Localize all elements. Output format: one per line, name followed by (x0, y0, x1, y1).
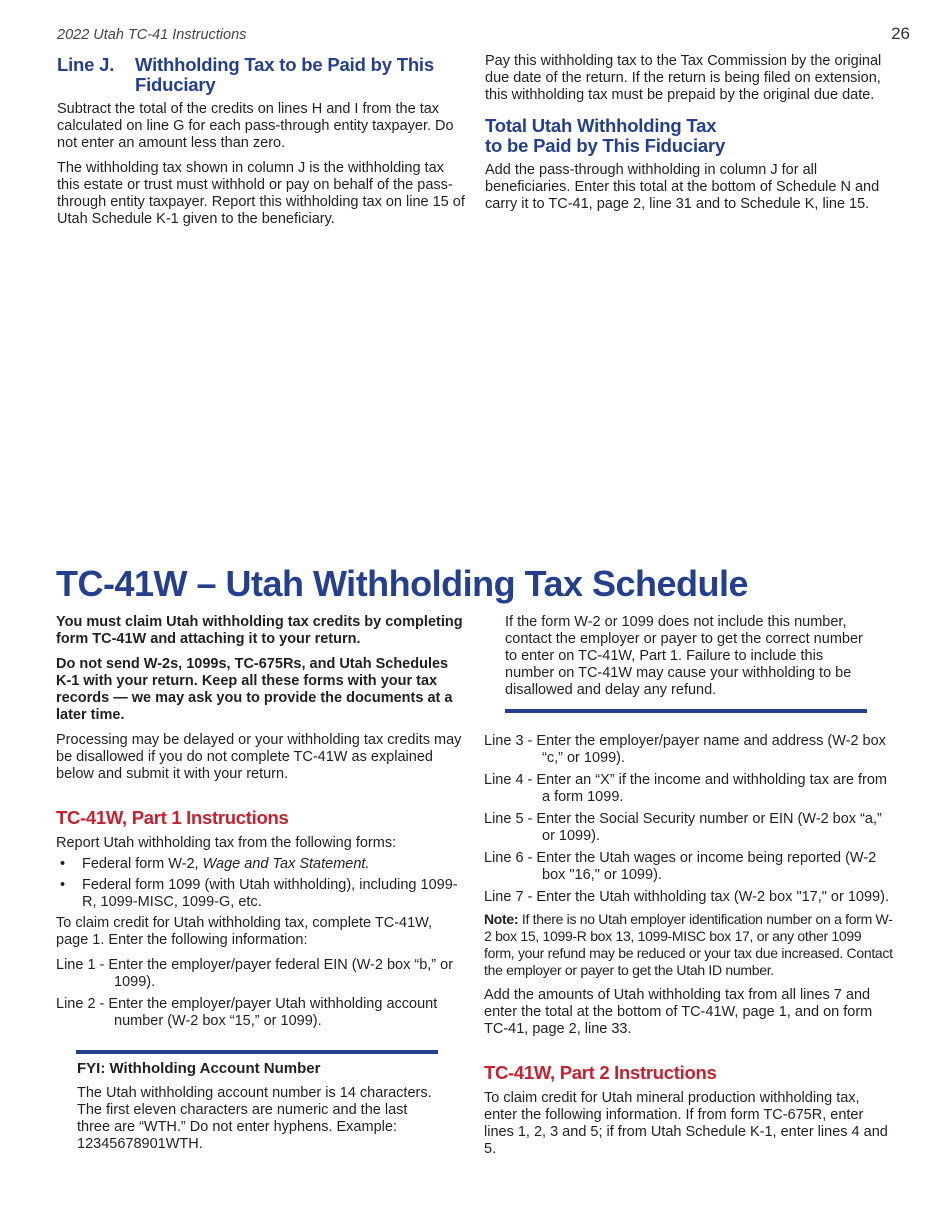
line-j-paragraph-2: The withholding tax shown in column J is the withholding tax this estate or trust must withhold or pay on behalf of the pass-through entity taxpayer. Report this withholding tax on line 15 of Utah Schedule K-1 given to the beneficiary. (57, 160, 465, 227)
total-withholding-section (485, 53, 895, 221)
line-1-instruction: Line 1 - Enter the employer/payer federal EIN (W-2 box “b,” or 1099). (56, 957, 454, 990)
note-text: If there is no Utah employer identification number on a form W-2 box 15, 1099-R box 13, 1099-MISC box 17, or any other 1099 form, your refund may be reduced or your tax due increased. Contact the employer or payer to get the Utah ID number. (484, 911, 893, 978)
bullet2-text: Federal form 1099 (with Utah withholding), including 1099-R, 1099-MISC, 1099-G, etc. (82, 877, 458, 910)
total-heading-line-1: Total Utah Withholding Tax (485, 115, 717, 136)
part1-intro: Report Utah withholding tax from the following forms: (56, 835, 397, 851)
part2-paragraph: To claim credit for Utah mineral production withholding tax, enter the following information. If from form TC-675R, enter lines 1, 2, 3 and 5; if from Utah Schedule K-1, enter lines 4 and 5. (484, 1090, 888, 1157)
list-item (56, 856, 467, 873)
fyi-top-rule (76, 1050, 438, 1054)
list-item (56, 877, 467, 911)
part2-heading: TC-41W, Part 2 Instructions (484, 1062, 717, 1083)
claim-notice: You must claim Utah withholding tax credits by completing form TC-41W and attaching it to your return. (56, 614, 463, 647)
fyi-continuation-text: If the form W-2 or 1099 does not include this number, contact the employer or payer to get the correct number to enter on TC-41W, Part 1. Failure to include this number on TC-41W may cause your withholding to be disallowed and delay any refund. (505, 614, 863, 698)
right-column (484, 733, 895, 1166)
pay-paragraph: Pay this withholding tax to the Tax Commission by the original due date of the return. If the return is being filed on extension, this withholding tax must be prepaid by the original due date. (485, 53, 882, 103)
line-j-paragraph-1: Subtract the total of the credits on lines H and I from the tax calculated on line G for each pass-through entity taxpayer. Do not enter an amount less than zero. (57, 101, 454, 151)
line-2-instruction: Line 2 - Enter the employer/payer Utah withholding account number (W-2 box “15,” or 1099). (56, 996, 438, 1029)
part1-heading: TC-41W, Part 1 Instructions (56, 807, 289, 828)
line-3-instruction: Line 3 - Enter the employer/payer name and address (W-2 box “c,” or 1099). (484, 733, 886, 766)
bullet1-prefix: Federal form W-2, (82, 856, 203, 872)
line-6-instruction: Line 6 - Enter the Utah wages or income being reported (W-2 box "16," or 1099). (484, 850, 877, 883)
fyi-bottom-rule (505, 709, 867, 713)
line-j-heading (57, 55, 467, 95)
total-paragraph: Add the pass-through withholding in column J for all beneficiaries. Enter this total at the bottom of Schedule N and carry it to TC-41, page 2, line 31 and to Schedule K, line 15. (485, 162, 880, 212)
total-withholding-heading (485, 116, 895, 156)
line-j-title-1: Withholding Tax to be Paid by This (135, 54, 434, 75)
bullet1-italic: Wage and Tax Statement. (202, 856, 370, 872)
fyi-title: FYI: Withholding Account Number (77, 1060, 321, 1077)
line-j-section (57, 55, 467, 236)
total-heading-line-2: to be Paid by This Fiduciary (485, 135, 726, 156)
fyi-text: The Utah withholding account number is 14 characters. The first eleven characters are numeric and the last three are “WTH.” Do not enter hyphens. Example: 12345678901WTH. (77, 1085, 432, 1152)
left-column (56, 614, 467, 1035)
processing-paragraph: Processing may be delayed or your withholding tax credits may be disallowed if you do not complete TC-41W as explained below and submit it with your return. (56, 732, 462, 782)
fyi-box (77, 1060, 439, 1161)
line-j-label: Line J. (57, 54, 115, 75)
add-amounts-paragraph: Add the amounts of Utah withholding tax from all lines 7 and enter the total at the bottom of TC-41W, page 1, and on form TC-41, page 2, line 33. (484, 987, 873, 1037)
bullet-icon: • (60, 856, 66, 872)
page-title: TC-41W – Utah Withholding Tax Schedule (56, 563, 749, 604)
line-4-instruction: Line 4 - Enter an “X” if the income and withholding tax are from a form 1099. (484, 772, 887, 805)
line-5-instruction: Line 5 - Enter the Social Security number or EIN (W-2 box “a,” or 1099). (484, 811, 882, 844)
note-label: Note: (484, 911, 519, 927)
note-paragraph (484, 911, 895, 979)
line-j-title-2: Fiduciary (135, 74, 216, 95)
line-7-instruction: Line 7 - Enter the Utah withholding tax (W-2 box "17," or 1099). (484, 889, 889, 905)
fyi-continuation (505, 614, 867, 707)
part1-claim-paragraph: To claim credit for Utah withholding tax, complete TC-41W, page 1. Enter the following information: (56, 915, 433, 948)
running-header: 2022 Utah TC-41 Instructions (57, 27, 247, 43)
page-number: 26 (891, 24, 910, 43)
bullet-icon: • (60, 877, 66, 893)
do-not-send-notice: Do not send W-2s, 1099s, TC-675Rs, and Utah Schedules K-1 with your return. Keep all these forms with your tax records — we may ask you to provide the documents at a later time. (56, 656, 453, 723)
